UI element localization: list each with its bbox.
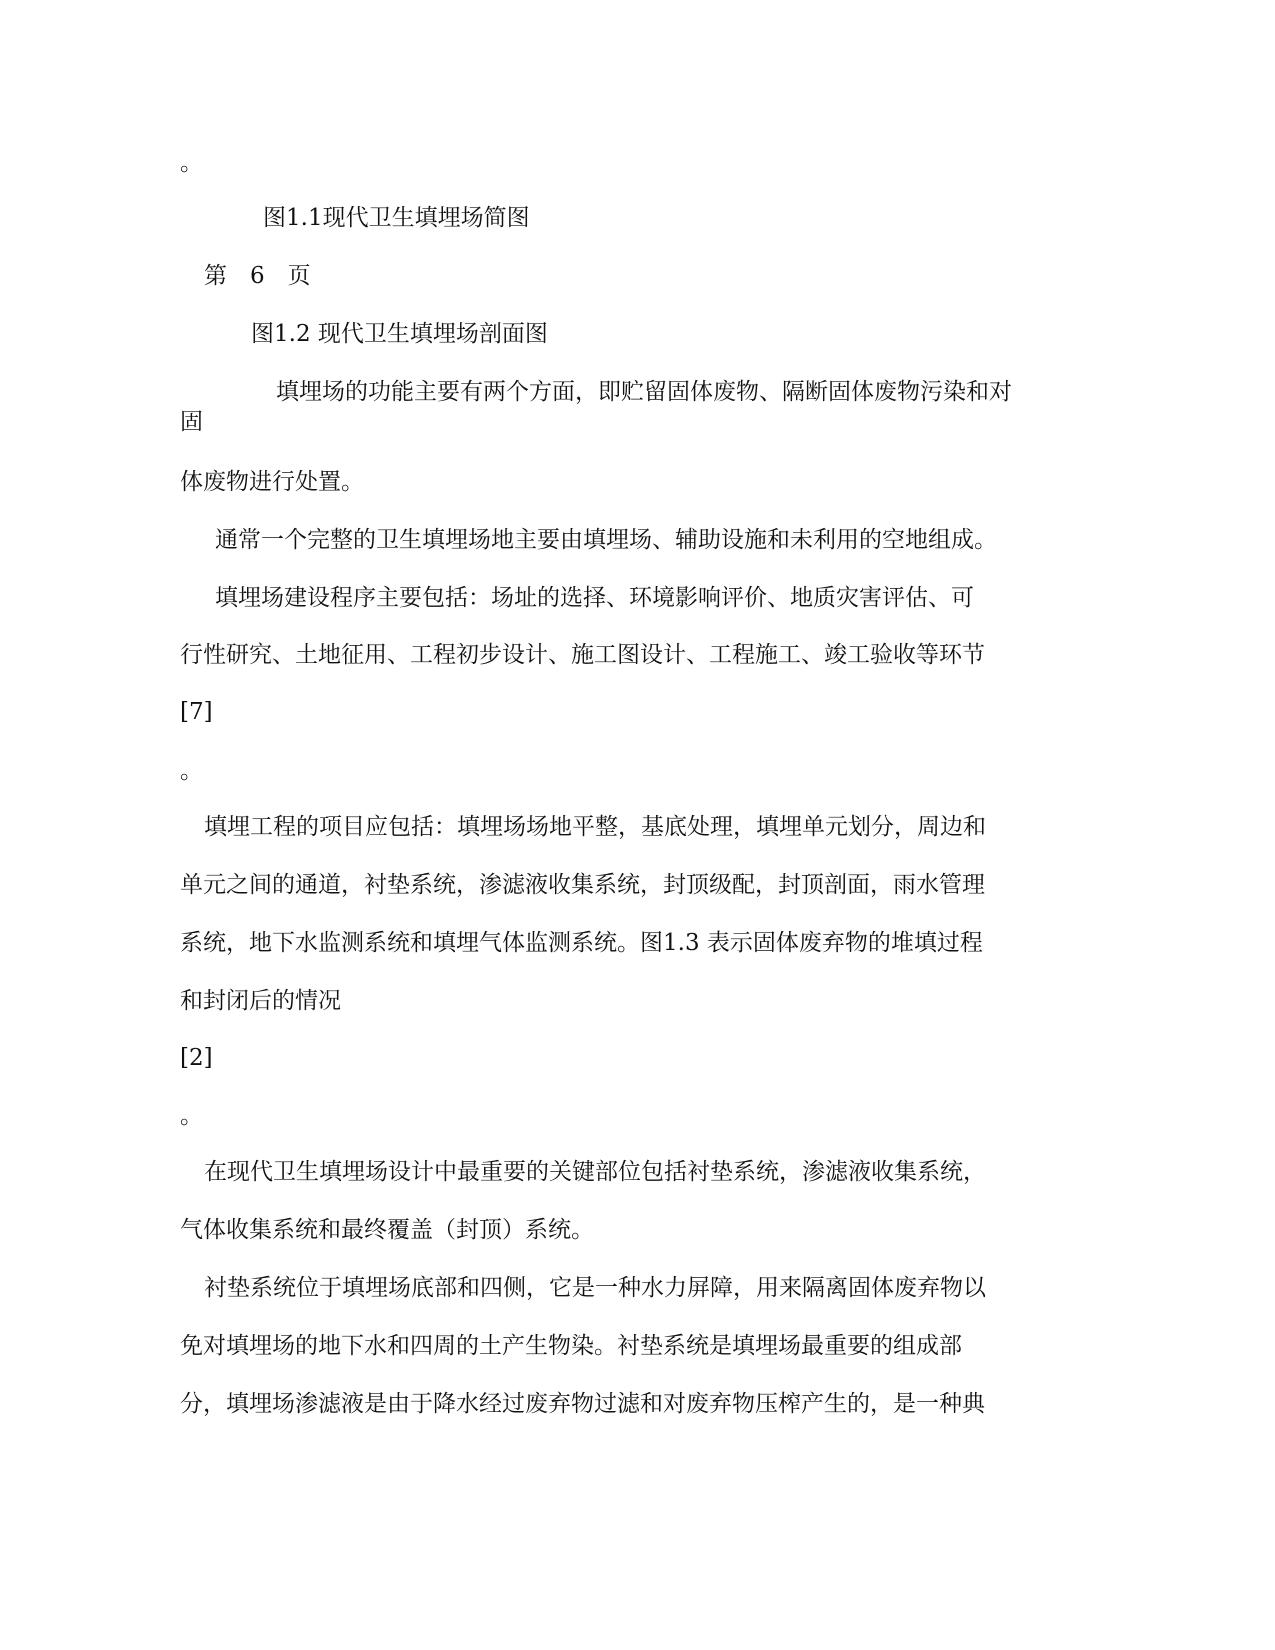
paragraph-line: 系统，地下水监测系统和填埋气体监测系统。图1.3 表示固体废弃物的堆填过程 — [180, 930, 983, 956]
paragraph-line: 体废物进行处置。 — [180, 469, 364, 495]
figure-caption: 图1.1现代卫生填埋场简图 — [263, 205, 530, 231]
paragraph-line: 和封闭后的情况 — [180, 988, 341, 1014]
text-line: 。 — [180, 758, 203, 784]
paragraph-line: 气体收集系统和最终覆盖（封顶）系统。 — [180, 1217, 594, 1243]
paragraph-line: 衬垫系统位于填埋场底部和四侧，它是一种水力屏障，用来隔离固体废弃物以 — [204, 1275, 986, 1301]
figure-caption: 图1.2 现代卫生填埋场剖面图 — [251, 321, 548, 347]
paragraph-line: 分，填埋场渗滤液是由于降水经过废弃物过滤和对废弃物压榨产生的，是一种典 — [180, 1391, 985, 1417]
paragraph-line: 行性研究、土地征用、工程初步设计、施工图设计、工程施工、竣工验收等环节 — [180, 642, 985, 668]
citation: [7] — [180, 699, 213, 725]
paragraph-line: 填埋场建设程序主要包括：场址的选择、环境影响评价、地质灾害评估、可 — [215, 585, 974, 611]
paragraph-line: 通常一个完整的卫生填埋场地主要由填埋场、辅助设施和未利用的空地组成。 — [215, 527, 997, 553]
text-line: 。 — [180, 150, 203, 176]
paragraph-line: 固 — [180, 409, 203, 435]
page-number: 第 6 页 — [204, 263, 311, 289]
paragraph-line: 填埋场的功能主要有两个方面，即贮留固体废物、隔断固体废物污染和对 — [276, 379, 1012, 405]
paragraph-line: 填埋工程的项目应包括：填埋场场地平整，基底处理，填埋单元划分，周边和 — [204, 814, 986, 840]
paragraph-line: 在现代卫生填埋场设计中最重要的关键部位包括衬垫系统，渗滤液收集系统， — [204, 1159, 986, 1185]
text-line: 。 — [180, 1103, 203, 1129]
paragraph-line: 免对填埋场的地下水和四周的土产生物染。衬垫系统是填埋场最重要的组成部 — [180, 1333, 962, 1359]
citation: [2] — [180, 1045, 213, 1071]
paragraph-line: 单元之间的通道，衬垫系统，渗滤液收集系统，封顶级配，封顶剖面，雨水管理 — [180, 872, 985, 898]
